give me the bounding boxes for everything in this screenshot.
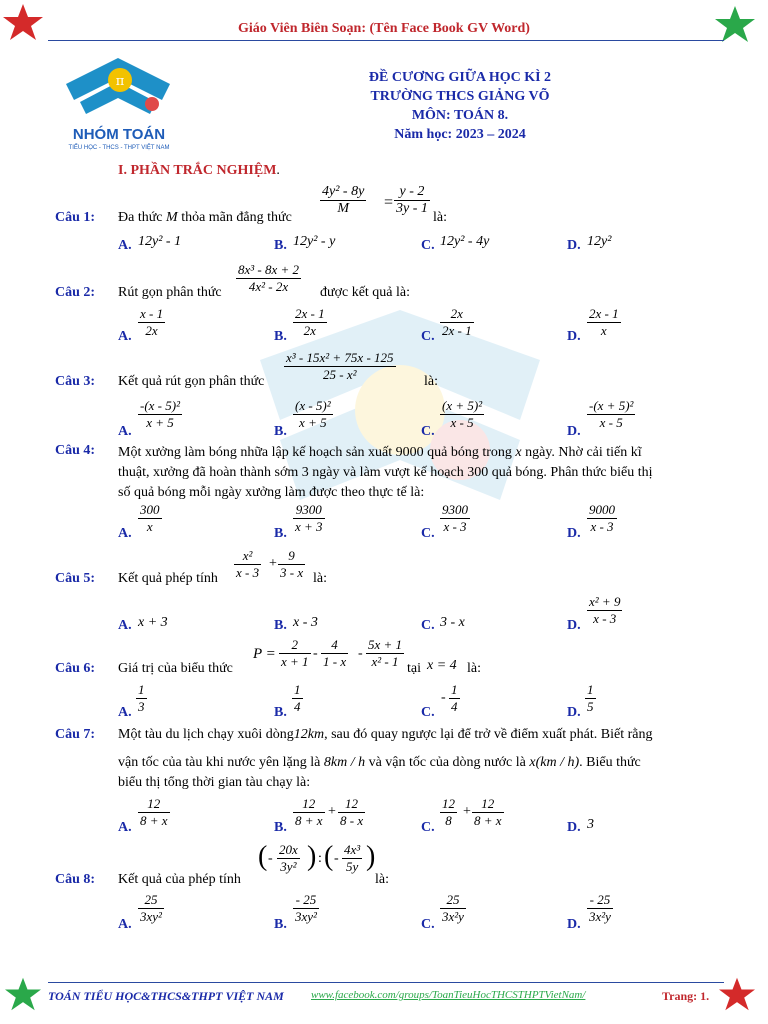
q1-option-a-label: A. xyxy=(118,238,132,253)
q7-speed: 8km / h xyxy=(323,755,366,770)
q6-text-3: là: xyxy=(467,661,481,676)
footer-page-number: Trang: 1. xyxy=(662,989,710,1003)
q8-option-c-label: C. xyxy=(421,917,435,932)
q7-option-c-plus: + xyxy=(463,804,471,819)
question-7-label: Câu 7: xyxy=(55,727,96,742)
q7-line-2 xyxy=(118,755,718,771)
q2-option-c: $\frac{2x}{2x - 1}$ xyxy=(442,306,472,338)
q6-option-c-label: C. xyxy=(421,705,435,720)
footer-link[interactable]: www.facebook.com/groups/ToanTieuHocTHCSTHPTVietNam/ xyxy=(311,989,586,1001)
question-2-label: Câu 2: xyxy=(55,285,96,300)
q6-option-b-label: B. xyxy=(274,705,287,720)
q8-option-a-label: A. xyxy=(118,917,132,932)
q4-text xyxy=(118,443,718,503)
section-label: I. PHẦN TRẮC NGHIỆM xyxy=(118,163,277,178)
header-author: Giáo Viên Biên Soạn: (Tên Face Book GV Word) xyxy=(238,21,530,36)
q7-option-b-plus: + xyxy=(328,804,336,819)
q6-p: P = xyxy=(253,646,276,662)
q4-option-d-label: D. xyxy=(567,526,581,541)
footer-left: TOÁN TIỂU HỌC&THCS&THPT VIỆT NAM xyxy=(48,989,284,1003)
title-line-1: ĐỀ CƯƠNG GIỮA HỌC KÌ 2 xyxy=(368,70,552,85)
q6-text-1: Giá trị của biểu thức xyxy=(118,661,233,676)
q6-option-d: $\frac{1}{5}$ xyxy=(587,682,594,714)
q3-option-b-label: B. xyxy=(274,424,287,439)
q8-fraction-2: $\frac{\text{4x³}}{5y}$ xyxy=(344,842,361,874)
title-line-4: Năm học: 2023 – 2024 xyxy=(394,127,526,142)
q7-text-3: vận tốc của tàu khi nước yên lặng là xyxy=(118,755,321,770)
q8-colon: : xyxy=(318,851,322,866)
q7-option-c-label: C. xyxy=(421,820,435,835)
q3-option-a: $\frac{\text{-(x - 5)²}}{x + 5}$ xyxy=(140,398,180,430)
q3-text-1: Kết quả rút gọn phân thức xyxy=(118,374,265,389)
title-line-2: TRƯỜNG THCS GIẢNG VÕ xyxy=(370,89,550,104)
q6-minus-2: - xyxy=(358,646,363,661)
q4-option-c-label: C. xyxy=(421,526,435,541)
q7-option-c-1: $\frac{12}{8}$ xyxy=(442,796,455,828)
header-divider xyxy=(48,40,724,41)
q3-option-b: $\frac{\text{(x - 5)²}}{x + 5}$ xyxy=(295,398,331,430)
q1-eq-right: $\frac{y - 2}{3y - 1}$ xyxy=(396,184,428,216)
q7-km: 12km xyxy=(293,727,325,742)
q3-option-a-label: A. xyxy=(118,424,132,439)
q2-option-a: $\frac{x - 1}{2x}$ xyxy=(140,306,164,338)
q4-text-4: số quả bóng mỗi ngày xưởng làm được theo thực tế là: xyxy=(118,485,425,500)
q5-option-a: x + 3 xyxy=(138,615,168,630)
q4-text-3: thuật, xưởng đã hoàn thành sớm 3 ngày và làm vượt kế hoạch 300 quả bóng. Phân thức biểu thị xyxy=(118,465,653,480)
question-6-label: Câu 6: xyxy=(55,661,96,676)
q7-option-a-label: A. xyxy=(118,820,132,835)
q1-option-a: 12y² - 1 xyxy=(138,234,182,249)
q2-option-b-label: B. xyxy=(274,329,287,344)
section-dot: . xyxy=(276,163,280,178)
q1-option-c-label: C. xyxy=(421,238,435,253)
q7-line-1 xyxy=(118,727,718,743)
q6-option-c-sign: - xyxy=(441,690,446,705)
footer-divider xyxy=(48,982,724,983)
q1-option-c: 12y² - 4y xyxy=(440,234,490,249)
q8-option-b-label: B. xyxy=(274,917,287,932)
q1-eq-left: $\frac{\text{4y² - 8y}}{M}$ xyxy=(322,184,365,216)
question-8-label: Câu 8: xyxy=(55,872,96,887)
q2-option-d: $\frac{2x - 1}{x}$ xyxy=(589,306,619,338)
q1-text-1: Đa thức xyxy=(118,210,163,225)
q8-paren-open-2: ( xyxy=(324,841,334,872)
q4-text-1: Một xưởng làm bóng nhữa lập kế hoạch sản xuất 9000 quả bóng trong xyxy=(118,445,512,460)
q7-option-b-label: B. xyxy=(274,820,287,835)
star-green-bottom-left-icon xyxy=(2,976,44,1012)
q5-text-2: là: xyxy=(313,571,327,586)
q2-option-a-label: A. xyxy=(118,329,132,344)
question-4-label: Câu 4: xyxy=(55,443,96,458)
q8-paren-close-1: ) xyxy=(307,841,317,872)
svg-text:π: π xyxy=(115,74,125,89)
q5-text-1: Kết quả phép tính xyxy=(118,571,218,586)
q5-fraction-2: $\frac{9}{3 - x}$ xyxy=(280,548,304,580)
q7-text-2: , sau đó quay ngược lại để trở về điểm xuất phát. Biết rằng xyxy=(324,727,653,742)
q6-option-b: $\frac{1}{4}$ xyxy=(294,682,301,714)
q7-current-speed: x(km / h) xyxy=(529,755,580,770)
q2-text-2: được kết quả là: xyxy=(320,285,411,300)
q6-minus-1: - xyxy=(313,646,318,661)
q7-option-d: 3 xyxy=(587,817,594,832)
q1-option-d-label: D. xyxy=(567,238,581,253)
q4-option-b-label: B. xyxy=(274,526,287,541)
q2-option-c-label: C. xyxy=(421,329,435,344)
q7-option-b-2: $\frac{12}{8 - x}$ xyxy=(340,796,364,828)
q8-text-2: là: xyxy=(375,872,389,887)
q7-text-6: biểu thị tổng thời gian tàu chạy là: xyxy=(118,775,311,790)
q6-option-a-label: A. xyxy=(118,705,132,720)
q7-option-d-label: D. xyxy=(567,820,581,835)
q8-paren-open-1: ( xyxy=(258,841,268,872)
question-3-label: Câu 3: xyxy=(55,374,96,389)
question-5-label: Câu 5: xyxy=(55,571,96,586)
logo xyxy=(58,54,178,154)
q7-option-b-1: $\frac{12}{8 + x}$ xyxy=(295,796,323,828)
q6-option-d-label: D. xyxy=(567,705,581,720)
q5-option-d: $\frac{\text{x² + 9}}{x - 3}$ xyxy=(589,594,621,626)
q8-sign-1: - xyxy=(268,851,273,866)
q2-option-b: $\frac{2x - 1}{2x}$ xyxy=(295,306,325,338)
q5-option-b: x - 3 xyxy=(293,615,318,630)
q4-x: x xyxy=(515,445,522,460)
q5-option-d-label: D. xyxy=(567,618,581,633)
q1-equals: = xyxy=(384,194,394,211)
q5-option-c: 3 - x xyxy=(440,615,465,630)
q6-fraction-2: $\frac{4}{1 - x}$ xyxy=(323,637,347,669)
q7-option-a: $\frac{12}{8 + x}$ xyxy=(140,796,168,828)
q4-option-a-label: A. xyxy=(118,526,132,541)
q5-option-c-label: C. xyxy=(421,618,435,633)
q8-option-a: $\frac{25}{\text{3xy²}}$ xyxy=(140,892,162,924)
q6-fraction-3: $\frac{5x + 1}{\text{x² - 1}}$ xyxy=(368,637,403,669)
question-1-label: Câu 1: xyxy=(55,210,96,225)
q2-option-d-label: D. xyxy=(567,329,581,344)
q7-text-1: Một tàu du lịch chạy xuôi dòng xyxy=(118,727,294,742)
q3-option-c-label: C. xyxy=(421,424,435,439)
q4-option-d: $\frac{9000}{x - 3}$ xyxy=(589,502,615,534)
q1-text-3: là: xyxy=(433,210,447,225)
q8-paren-close-2: ) xyxy=(366,841,376,872)
q3-option-d-label: D. xyxy=(567,424,581,439)
q6-text-2: tại xyxy=(407,661,421,676)
q7-option-c-2: $\frac{12}{8 + x}$ xyxy=(474,796,502,828)
q3-option-c: $\frac{\text{(x + 5)²}}{x - 5}$ xyxy=(442,398,483,430)
q3-option-d: $\frac{\text{-(x + 5)²}}{x - 5}$ xyxy=(589,398,634,430)
q8-option-b: $\frac{- 25}{\text{3xy²}}$ xyxy=(295,892,317,924)
q4-option-c: $\frac{9300}{x - 3}$ xyxy=(442,502,468,534)
q3-fraction: $\frac{\text{x³ - 15x² + 75x - 125}}{\text{25 - x²}}$ xyxy=(286,350,394,382)
q6-fraction-1: $\frac{2}{x + 1}$ xyxy=(281,637,309,669)
question-1-text xyxy=(118,210,292,226)
q6-option-c: $\frac{1}{4}$ xyxy=(451,682,458,714)
logo-title: NHÓM TOÁN xyxy=(72,126,166,143)
q8-option-c: $\frac{25}{\text{3x²y}}$ xyxy=(442,892,464,924)
q4-option-b: $\frac{9300}{x + 3}$ xyxy=(295,502,323,534)
q5-option-a-label: A. xyxy=(118,618,132,633)
q8-option-d-label: D. xyxy=(567,917,581,932)
q1-option-b: 12y² - y xyxy=(293,234,336,249)
q8-text-1: Kết quả của phép tính xyxy=(118,872,241,887)
q1-text-2: thỏa mãn đẳng thức xyxy=(181,210,292,225)
document-titles xyxy=(300,68,620,144)
logo-emblem-icon xyxy=(58,54,178,124)
q7-text-5: . Biểu thức xyxy=(579,755,641,770)
q6-condition: x = 4 xyxy=(427,658,457,673)
q5-plus: + xyxy=(269,556,277,571)
section-heading xyxy=(118,163,280,179)
q8-option-d: $\frac{- 25}{\text{3x²y}}$ xyxy=(589,892,611,924)
q2-text-1: Rút gọn phân thức xyxy=(118,285,222,300)
q8-fraction-1: $\frac{20x}{\text{3y²}}$ xyxy=(279,842,298,874)
q5-fraction-1: $\frac{\text{x²}}{x - 3}$ xyxy=(236,548,260,580)
logo-subtitle: TIỂU HỌC - THCS - THPT VIỆT NAM xyxy=(68,145,170,151)
title-line-3: MÔN: TOÁN 8. xyxy=(411,108,509,123)
q5-option-b-label: B. xyxy=(274,618,287,633)
q6-option-a: $\frac{1}{3}$ xyxy=(138,682,145,714)
q1-option-d: 12y² xyxy=(587,234,612,249)
q1-option-b-label: B. xyxy=(274,238,287,253)
q4-text-2: ngày. Nhờ cải tiến kĩ xyxy=(525,445,642,460)
q2-fraction: $\frac{\text{8x³ - 8x + 2}}{\text{4x² - 2x}}$ xyxy=(238,262,300,294)
q4-option-a: $\frac{300}{x}$ xyxy=(140,502,160,534)
q8-sign-2: - xyxy=(334,851,339,866)
q3-text-2: là: xyxy=(424,374,438,389)
q1-m: M xyxy=(166,210,178,225)
q7-text-4: và vận tốc của dòng nước là xyxy=(368,755,526,770)
